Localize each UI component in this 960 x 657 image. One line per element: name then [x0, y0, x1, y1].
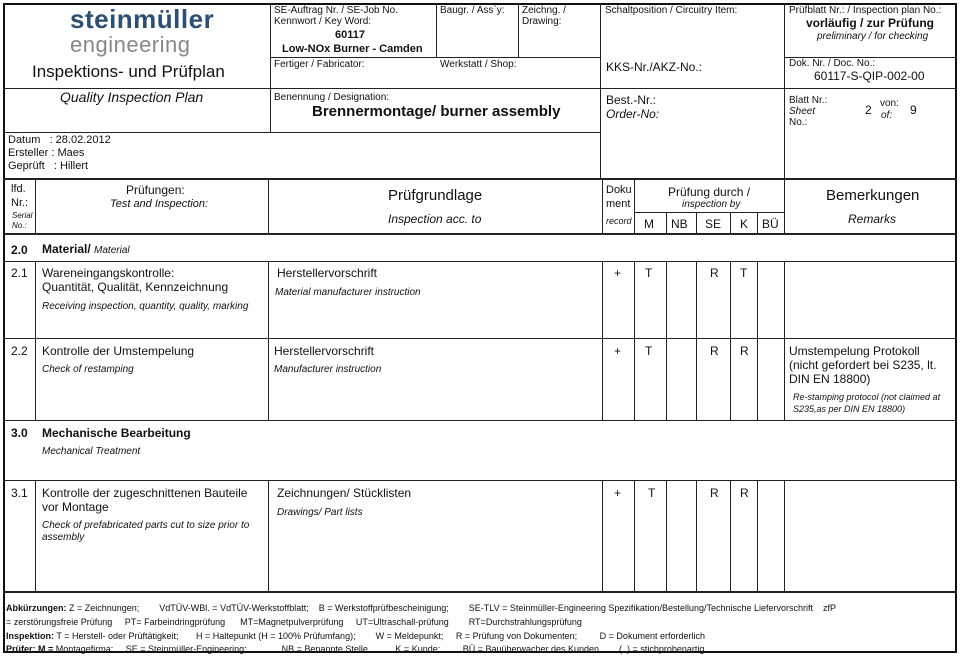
designation: Brennermontage/ burner assembly: [312, 103, 561, 120]
col-remarks-en: Remarks: [848, 212, 897, 226]
rule: [696, 481, 697, 592]
assy-label: Baugr. / Ass`y:: [440, 5, 505, 16]
rule: [696, 212, 697, 234]
rule: [634, 481, 635, 592]
col-remarks: Bemerkungen: [826, 187, 920, 204]
rule: [784, 3, 785, 179]
footer-abbrev: [6, 603, 836, 613]
rule: [784, 262, 785, 420]
col-insp-by: Prüfung durch /: [668, 185, 751, 199]
row-no: 3.0: [11, 426, 28, 440]
row-test-en: Receiving inspection, quantity, quality, marking: [42, 301, 249, 312]
keyword-value: Low-NOx Burner - Camden: [282, 43, 423, 55]
order-label-en: Order-No:: [606, 107, 660, 121]
logo-steinmueller: steinmüller: [70, 4, 215, 34]
doc-no-label: Dok. Nr. / Doc. No.:: [789, 58, 876, 69]
rule: [730, 481, 731, 592]
row-basis-de: Herstellervorschrift: [274, 344, 375, 358]
col-no-de: lfd.: [11, 183, 26, 195]
row-se: R: [710, 486, 719, 500]
sheet-label: Blatt Nr.:: [789, 95, 828, 106]
rule: [35, 180, 36, 234]
row-test-de: Kontrolle der zugeschnittenen Bauteile: [42, 486, 248, 500]
rule: [730, 262, 731, 420]
col-doc-de2: ment: [606, 198, 631, 210]
shop-label: Werkstatt / Shop:: [440, 59, 517, 70]
col-no-en2: No.:: [12, 221, 27, 230]
rule: [436, 3, 437, 58]
job-no: 60117: [335, 29, 365, 41]
row-no: 3.1: [11, 486, 28, 500]
col-basis-de: Prüfgrundlage: [388, 187, 483, 204]
rule: [784, 180, 785, 234]
col-nb: NB: [671, 217, 688, 231]
footer-inspector-label: Prüfer: M =: [6, 644, 54, 654]
rule: [730, 212, 731, 234]
row-remark: DIN EN 18800): [789, 372, 871, 386]
footer-inspection-text: T = Herstell- oder Prüftätigkeit; H = Haltepunkt (H = 100% Prüfumfang); W = Meldepunkt; R = Prüfung von Dokumenten; D = Dokument erforderlich: [54, 631, 705, 641]
checked-by: Geprüft : Hillert: [8, 160, 89, 172]
row-test-de2: Quantität, Qualität, Kennzeichnung: [42, 280, 229, 294]
row-title-en: Mechanical Treatment: [42, 446, 141, 457]
row-test-de2: vor Montage: [42, 500, 109, 514]
rule: [634, 212, 784, 213]
col-no-en: Serial: [12, 211, 33, 220]
logo-engineering: engineering: [70, 32, 191, 57]
rule: [35, 481, 36, 592]
rule: [3, 591, 957, 593]
row-k: R: [740, 486, 749, 500]
row-test-de: Wareneingangskontrolle:: [42, 266, 175, 280]
rule: [3, 233, 957, 235]
col-no-de2: Nr.:: [11, 197, 29, 209]
sheet-total: 9: [910, 103, 917, 117]
rule: [602, 262, 603, 420]
job-label: SE-Auftrag Nr. / SE-Job No.: [274, 5, 398, 16]
row-basis-de: Zeichnungen/ Stücklisten: [277, 486, 412, 500]
row-doc: +: [614, 266, 622, 280]
circuitry-label: Schaltposition / Circuitry Item:: [605, 5, 738, 16]
row-basis-en: Material manufacturer instruction: [275, 287, 421, 298]
row-basis-en: Drawings/ Part lists: [277, 507, 363, 518]
rule: [666, 212, 667, 234]
row-test-de: Kontrolle der Umstempelung: [42, 344, 195, 358]
drawing-label: Zeichng. / Drawing:: [522, 5, 566, 27]
doc-no: 60117-S-QIP-002-00: [814, 69, 925, 83]
row-k: R: [740, 344, 749, 358]
rule: [634, 262, 635, 420]
rule: [35, 262, 36, 420]
col-test-en: Test and Inspection:: [110, 198, 209, 210]
row-doc: +: [614, 486, 622, 500]
date: Datum : 28.02.2012: [8, 134, 111, 146]
rule: [784, 481, 785, 592]
rule: [3, 178, 957, 180]
rule: [757, 212, 758, 234]
rule: [600, 3, 601, 179]
row-remark-en: Re-stamping protocol (not claimed at: [793, 392, 941, 402]
row-remark: (nicht gefordert bei S235, lt.: [789, 358, 937, 372]
row-title-en: Material: [94, 245, 130, 256]
kks-label: KKS-Nr./AKZ-No.:: [606, 60, 703, 74]
rule: [270, 57, 600, 58]
row-title-de: Mechanische Bearbeitung: [42, 426, 191, 440]
footer-abbrev-text: Z = Zeichnungen; VdTÜV-WBl. = VdTÜV-Werkstoffblatt; B = Werkstoffprüfbescheinigung; SE-TLV = Steinmüller-Engineering Spezifikation/Bestellung/Technische Liefervorschrift zfP: [66, 603, 837, 613]
row-doc: +: [614, 344, 622, 358]
rule: [3, 480, 957, 481]
footer-ndt: = zerstörungsfreie Prüfung PT= Farbeindringprüfung MT=Magnetpulverprüfung UT=Ultraschall-prüfung RT=Durchstrahlungsprüfung: [6, 617, 582, 627]
col-k: K: [740, 217, 749, 231]
order-label: Best.-Nr.:: [606, 93, 657, 107]
footer-inspector-text: Montagefirma; SE = Steinmüller-Engineering; NB = Benannte Stelle K = Kunde; BÜ = Bauüberwacher des Kunden (..) = stichprobenartig: [53, 644, 705, 654]
col-bu: BÜ: [762, 217, 779, 231]
rule: [600, 88, 956, 89]
rule: [268, 180, 269, 234]
sheet-label-en: Sheet: [789, 106, 816, 117]
footer-abbrev-label: Abkürzungen:: [6, 603, 67, 613]
row-basis-de: Herstellervorschrift: [277, 266, 378, 280]
rule: [696, 262, 697, 420]
page-subtitle: Quality Inspection Plan: [60, 89, 204, 105]
rule: [3, 261, 957, 262]
row-no: 2.0: [11, 243, 28, 257]
row-test-en: Check of prefabricated parts cut to size prior to: [42, 520, 250, 531]
footer-inspection-label: Inspektion:: [6, 631, 55, 641]
col-test-de: Prüfungen:: [126, 183, 185, 197]
col-insp-by-en: inspection by: [682, 199, 741, 210]
designation-label: Benennung / Designation:: [274, 92, 390, 103]
plan-status: vorläufig / zur Prüfung: [806, 16, 934, 30]
rule: [3, 420, 957, 421]
rule: [757, 481, 758, 592]
row-m: T: [645, 266, 653, 280]
col-doc-en: record: [606, 216, 632, 226]
page-title: Inspektions- und Prüfplan: [32, 62, 225, 81]
row-m: T: [645, 344, 653, 358]
row-basis-en: Manufacturer instruction: [274, 364, 382, 375]
plan-status-en: preliminary / for checking: [817, 31, 929, 42]
col-se: SE: [705, 217, 722, 231]
row-remark: Umstempelung Protokoll: [789, 344, 920, 358]
keyword-label: Kennwort / Key Word:: [274, 16, 372, 27]
footer-inspection: [6, 631, 705, 641]
col-basis-en: Inspection acc. to: [388, 212, 482, 226]
row-test-en2: assembly: [42, 532, 85, 543]
rule: [3, 338, 957, 339]
rule: [270, 132, 600, 133]
rule: [666, 262, 667, 420]
rule: [634, 180, 635, 234]
author: Ersteller : Maes: [8, 147, 85, 159]
row-se: R: [710, 266, 719, 280]
row-test-en: Check of restamping: [42, 364, 134, 375]
sheet-no: 2: [865, 103, 872, 117]
row-k: T: [740, 266, 748, 280]
rule: [270, 88, 600, 89]
row-no: 2.2: [11, 344, 28, 358]
rule: [602, 481, 603, 592]
rule: [602, 180, 603, 234]
col-doc-de: Doku: [606, 184, 632, 196]
sheet-label-no: No.:: [789, 117, 808, 128]
footer-inspector: [6, 644, 704, 654]
row-title-de: Material/: [42, 242, 91, 256]
sheet-of-label-en: of:: [881, 110, 893, 121]
rule: [3, 132, 270, 133]
rule: [270, 3, 271, 133]
fabricator-label: Fertiger / Fabricator:: [274, 59, 365, 70]
col-m: M: [644, 217, 654, 231]
row-m: T: [648, 486, 656, 500]
rule: [666, 481, 667, 592]
rule: [757, 262, 758, 420]
rule: [268, 481, 269, 592]
row-remark-en: S235,as per DIN EN 18800): [793, 404, 906, 414]
rule: [268, 262, 269, 420]
rule: [518, 3, 519, 58]
plan-no-label: Prüfblatt Nr.: / Inspection plan No.:: [789, 5, 942, 16]
sheet-of-label: von:: [880, 98, 899, 109]
row-no: 2.1: [11, 266, 28, 280]
row-title: [42, 242, 130, 256]
row-se: R: [710, 344, 719, 358]
